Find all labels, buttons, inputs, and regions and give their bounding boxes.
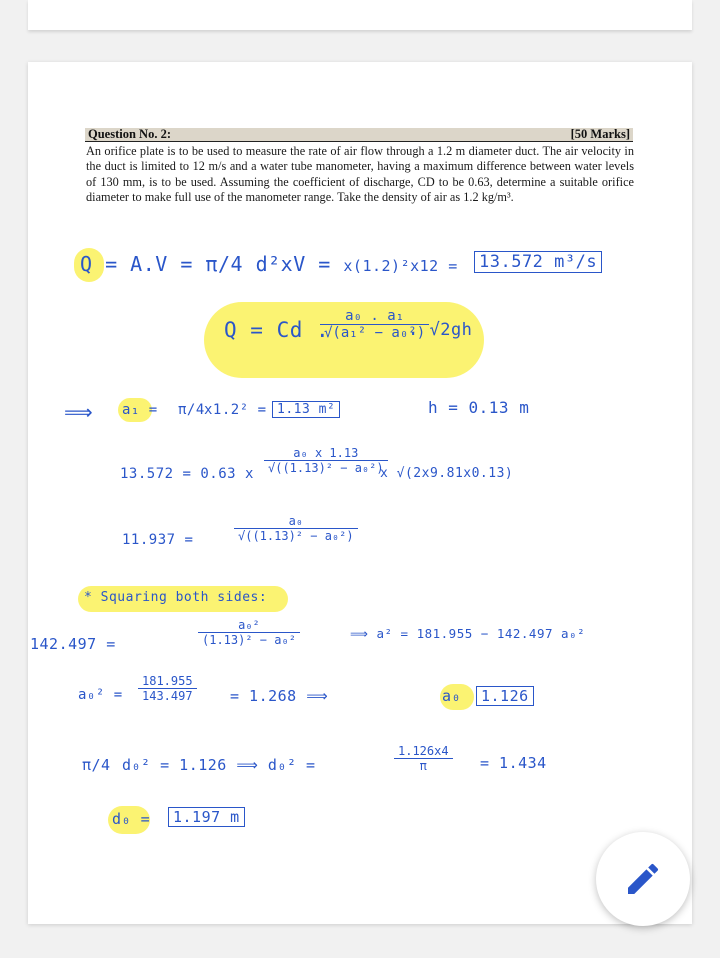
line7-result-box: 1.126 bbox=[476, 686, 534, 706]
line8-pi4: π/4 bbox=[82, 756, 111, 774]
line3-expr: x1.2² = bbox=[204, 402, 267, 418]
line1-mid: d²xV = bbox=[255, 252, 344, 276]
question-header bbox=[85, 128, 633, 142]
line4-den: √((1.13)² − a₀²) bbox=[268, 461, 384, 475]
line7-fraction bbox=[138, 674, 197, 703]
top-app-bar bbox=[28, 0, 692, 30]
line9-lhs: d₀ = bbox=[112, 810, 151, 828]
question-text: An orifice plate is to be used to measure the rate of air flow through a 1.2 m diameter duct. The air velocity in the duct is limited to 12 m/s and a water tube manometer, having a maximum difference between water levels of 130 mm, is to be used. Assuming the coefficient of discharge, CD to be 0.63, determine a suitable orifice diameter to make full use of the manometer range. Take the density of air as 1.2 kg/m³. bbox=[86, 144, 634, 205]
line5-num: a₀ bbox=[234, 514, 358, 529]
line5-fraction bbox=[234, 514, 358, 543]
line4-fraction bbox=[264, 446, 388, 475]
line8-den: π bbox=[419, 759, 427, 773]
line8-num: 1.126x4 bbox=[394, 744, 453, 759]
squaring-note: * Squaring both sides: bbox=[84, 590, 268, 605]
line1-pi4: π/4 bbox=[205, 252, 244, 276]
line3-arrow: ⟹ bbox=[64, 400, 94, 424]
line1-expr: x(1.2)²x12 = bbox=[343, 257, 458, 275]
formula-lhs: Q = Cd . bbox=[224, 318, 330, 342]
edit-fab-button[interactable] bbox=[596, 832, 690, 926]
formula-num: a₀ . a₁ bbox=[320, 308, 429, 325]
line3-lhs: a₁ = bbox=[122, 402, 158, 418]
line8-rhs: = 1.434 bbox=[480, 754, 547, 772]
formula-root: . √2gh bbox=[408, 320, 473, 340]
line6-lhs: 142.497 = bbox=[30, 635, 116, 653]
line3-result-box: 1.13 m² bbox=[272, 401, 340, 418]
line8-fraction bbox=[394, 744, 453, 773]
line7-a0: a₀ bbox=[442, 687, 462, 705]
line7-den: 143.497 bbox=[142, 689, 193, 703]
line6-fraction bbox=[198, 618, 300, 647]
document-page bbox=[28, 62, 692, 924]
line7-lhs: a₀² = bbox=[78, 687, 123, 703]
question-marks: [50 Marks] bbox=[570, 127, 630, 141]
line4-root: x √(2x9.81x0.13) bbox=[380, 466, 514, 481]
line8-lhs: d₀² = 1.126 ⟹ d₀² = bbox=[122, 756, 316, 774]
line1-result-box: 13.572 m³/s bbox=[474, 251, 602, 273]
line5-den: √((1.13)² − a₀²) bbox=[238, 529, 354, 543]
line9-result-box: 1.197 m bbox=[168, 807, 245, 827]
line7-num: 181.955 bbox=[138, 674, 197, 689]
formula-den: √(a₁² − a₀²) bbox=[324, 325, 426, 341]
question-title: Question No. 2: bbox=[88, 127, 171, 141]
line5-lhs: 11.937 = bbox=[122, 532, 194, 548]
solution-line-1 bbox=[80, 252, 458, 276]
pencil-icon bbox=[623, 859, 663, 899]
line3-pi4: π/4 bbox=[178, 402, 205, 418]
line4-num: a₀ x 1.13 bbox=[264, 446, 388, 461]
line3-h: h = 0.13 m bbox=[428, 398, 530, 417]
line1-lhs: Q = A.V = bbox=[80, 252, 206, 276]
line6-rhs: ⟹ a² = 181.955 − 142.497 a₀² bbox=[350, 626, 586, 641]
line6-den: (1.13)² − a₀² bbox=[202, 633, 296, 647]
line4-lhs: 13.572 = 0.63 x bbox=[120, 466, 254, 482]
line7-mid: = 1.268 ⟹ bbox=[230, 687, 329, 705]
line6-num: a₀² bbox=[198, 618, 300, 633]
